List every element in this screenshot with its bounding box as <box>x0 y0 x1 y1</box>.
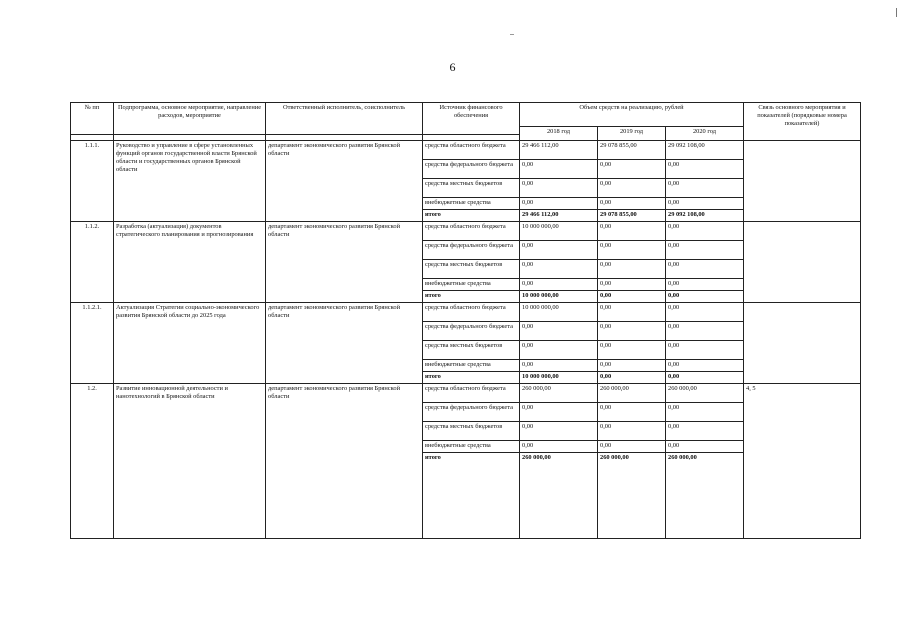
amount-2018: 29 466 112,00 <box>520 210 598 222</box>
amount-2019: 0,00 <box>598 322 666 341</box>
funding-source: внебюджетные средства <box>423 441 520 453</box>
page-number: 6 <box>449 60 456 74</box>
amount-2020: 0,00 <box>666 372 744 384</box>
amount-2019: 0,00 <box>598 241 666 260</box>
amount-2019: 0,00 <box>598 403 666 422</box>
amount-2019: 29 078 855,00 <box>598 141 666 160</box>
item-responsible: департамент экономического развития Брянской области <box>266 222 423 303</box>
amount-2018: 29 466 112,00 <box>520 141 598 160</box>
amount-2018: 260 000,00 <box>520 384 598 403</box>
amount-2020: 0,00 <box>666 303 744 322</box>
funding-source: итого <box>423 210 520 222</box>
item-title: Разработка (актуализация) документов стратегического планирования и прогнозирования <box>114 222 266 303</box>
amount-2018: 10 000 000,00 <box>520 372 598 384</box>
amount-2018: 0,00 <box>520 441 598 453</box>
amount-2018: 10 000 000,00 <box>520 291 598 303</box>
amount-2018: 0,00 <box>520 322 598 341</box>
item-responsible: департамент экономического развития Брянской области <box>266 384 423 539</box>
amount-2019: 0,00 <box>598 222 666 241</box>
scan-dash-mark <box>510 34 514 35</box>
amount-2019: 0,00 <box>598 260 666 279</box>
amount-2018: 0,00 <box>520 260 598 279</box>
funding-source: средства федерального бюджета <box>423 241 520 260</box>
amount-2020: 0,00 <box>666 322 744 341</box>
header-program: Подпрограмма, основное мероприятие, направление расходов, мероприятие <box>114 103 266 135</box>
amount-2020: 0,00 <box>666 291 744 303</box>
amount-2020: 0,00 <box>666 403 744 422</box>
indicator-link: 4, 5 <box>744 384 861 539</box>
amount-2019: 260 000,00 <box>598 384 666 403</box>
amount-2018: 260 000,00 <box>520 453 598 539</box>
table-row <box>71 222 861 241</box>
amount-2018: 0,00 <box>520 360 598 372</box>
indicator-link <box>744 303 861 384</box>
funding-source: средства местных бюджетов <box>423 179 520 198</box>
funding-source: итого <box>423 453 520 539</box>
funding-source: итого <box>423 291 520 303</box>
amount-2020: 0,00 <box>666 179 744 198</box>
amount-2018: 0,00 <box>520 179 598 198</box>
amount-2020: 0,00 <box>666 160 744 179</box>
indicator-link <box>744 141 861 222</box>
item-title: Развитие инновационной деятельности и нанотехнологий в Брянской области <box>114 384 266 539</box>
funding-source: средства федерального бюджета <box>423 160 520 179</box>
amount-2018: 0,00 <box>520 279 598 291</box>
funding-source: средства областного бюджета <box>423 222 520 241</box>
header-volume: Объем средств на реализацию, рублей <box>520 103 744 127</box>
amount-2020: 260 000,00 <box>666 384 744 403</box>
amount-2018: 0,00 <box>520 241 598 260</box>
amount-2018: 0,00 <box>520 341 598 360</box>
indicator-link <box>744 222 861 303</box>
amount-2020: 0,00 <box>666 279 744 291</box>
table-row <box>71 303 861 322</box>
amount-2020: 0,00 <box>666 198 744 210</box>
amount-2019: 0,00 <box>598 360 666 372</box>
header-row <box>71 103 861 127</box>
amount-2019: 0,00 <box>598 372 666 384</box>
funding-source: средства местных бюджетов <box>423 341 520 360</box>
funding-source: средства федерального бюджета <box>423 403 520 422</box>
item-number: 1.1.1. <box>71 141 114 222</box>
item-responsible: департамент экономического развития Брянской области <box>266 303 423 384</box>
amount-2019: 0,00 <box>598 198 666 210</box>
header-year-2018: 2018 год <box>520 127 598 141</box>
header-source: Источник финансового обеспечения <box>423 103 520 135</box>
funding-source: внебюджетные средства <box>423 198 520 210</box>
amount-2020: 0,00 <box>666 360 744 372</box>
amount-2018: 10 000 000,00 <box>520 303 598 322</box>
amount-2020: 0,00 <box>666 341 744 360</box>
funding-source: внебюджетные средства <box>423 279 520 291</box>
amount-2020: 260 000,00 <box>666 453 744 539</box>
amount-2019: 0,00 <box>598 341 666 360</box>
amount-2019: 0,00 <box>598 441 666 453</box>
header-no: № пп <box>71 103 114 135</box>
amount-2019: 0,00 <box>598 179 666 198</box>
amount-2018: 0,00 <box>520 160 598 179</box>
scan-edge-mark <box>896 8 897 17</box>
item-title: Актуализация Стратегии социально-экономического развития Брянской области до 2025 года <box>114 303 266 384</box>
amount-2019: 0,00 <box>598 303 666 322</box>
item-responsible: департамент экономического развития Брянской области <box>266 141 423 222</box>
item-number: 1.1.2. <box>71 222 114 303</box>
funding-source: средства областного бюджета <box>423 141 520 160</box>
header-year-2020: 2020 год <box>666 127 744 141</box>
funding-source: средства областного бюджета <box>423 384 520 403</box>
budget-table <box>70 102 861 539</box>
item-number: 1.2. <box>71 384 114 539</box>
item-number: 1.1.2.1. <box>71 303 114 384</box>
header-responsible: Ответственный исполнитель, соисполнитель <box>266 103 423 135</box>
amount-2020: 0,00 <box>666 222 744 241</box>
funding-source: средства местных бюджетов <box>423 422 520 441</box>
amount-2019: 0,00 <box>598 160 666 179</box>
amount-2019: 0,00 <box>598 291 666 303</box>
header-year-2019: 2019 год <box>598 127 666 141</box>
amount-2019: 260 000,00 <box>598 453 666 539</box>
funding-source: средства местных бюджетов <box>423 260 520 279</box>
table-row <box>71 384 861 403</box>
amount-2018: 0,00 <box>520 403 598 422</box>
amount-2020: 0,00 <box>666 260 744 279</box>
funding-source: итого <box>423 372 520 384</box>
amount-2020: 0,00 <box>666 441 744 453</box>
amount-2019: 0,00 <box>598 279 666 291</box>
amount-2020: 29 092 108,00 <box>666 210 744 222</box>
header-link: Связь основного мероприятия и показателей (порядковые номера показателей) <box>744 103 861 141</box>
funding-source: средства областного бюджета <box>423 303 520 322</box>
amount-2018: 0,00 <box>520 422 598 441</box>
amount-2020: 0,00 <box>666 241 744 260</box>
amount-2020: 29 092 108,00 <box>666 141 744 160</box>
amount-2019: 0,00 <box>598 422 666 441</box>
amount-2020: 0,00 <box>666 422 744 441</box>
amount-2018: 0,00 <box>520 198 598 210</box>
funding-source: внебюджетные средства <box>423 360 520 372</box>
funding-source: средства федерального бюджета <box>423 322 520 341</box>
amount-2019: 29 078 855,00 <box>598 210 666 222</box>
table-row <box>71 141 861 160</box>
item-title: Руководство и управление в сфере установленных функций органов государственной власти Брянской области и государственных органов Брянской области <box>114 141 266 222</box>
amount-2018: 10 000 000,00 <box>520 222 598 241</box>
